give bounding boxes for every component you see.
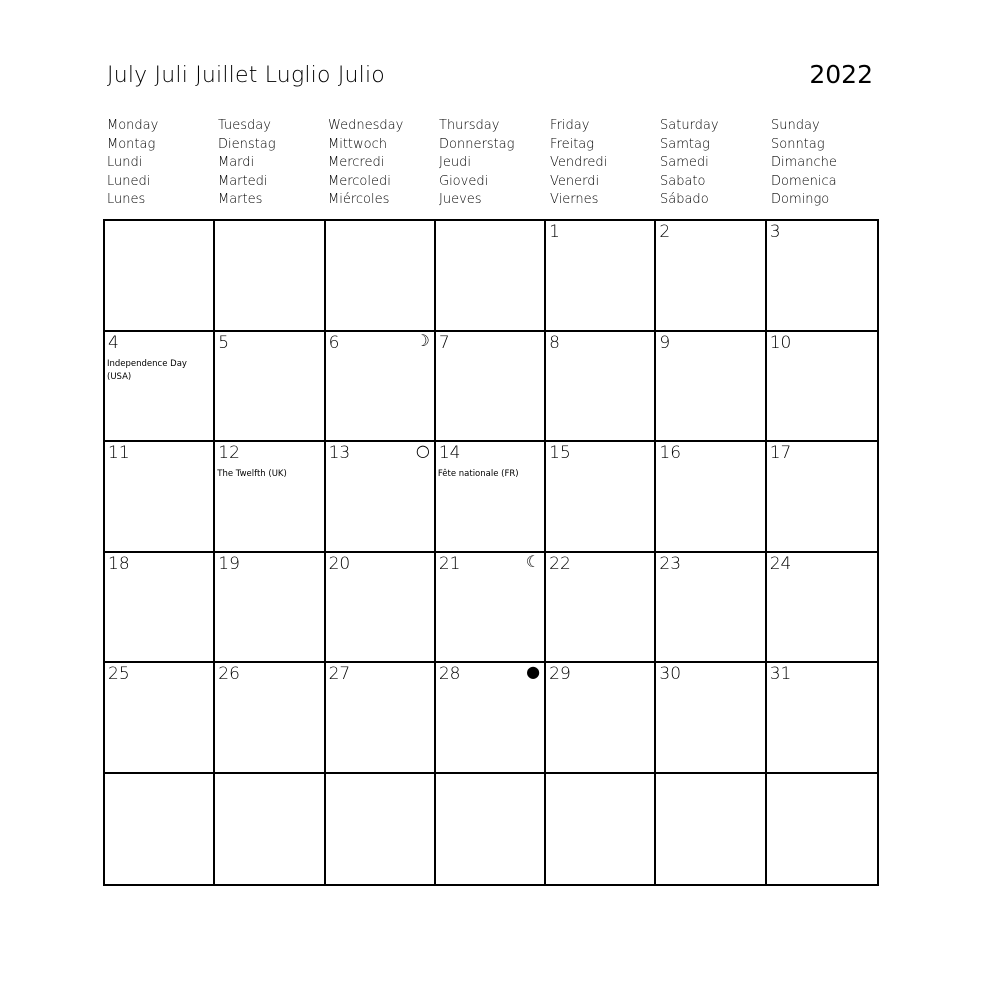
weekday-name: Wednesday [328,118,404,133]
weekday-header [660,117,770,210]
day-number: 25 [108,664,130,684]
day-number: 22 [549,553,571,574]
weekday-name: Dienstag [218,136,276,152]
weekday-name: Freitag [550,136,595,152]
day-cell[interactable] [215,221,325,332]
weekday-name: Viernes [550,192,599,207]
day-cell[interactable] [767,774,877,885]
day-cell[interactable] [436,442,546,553]
day-cell[interactable] [546,553,656,664]
weekday-name: Jeudi [439,155,471,170]
day-cell[interactable] [656,221,766,332]
day-cell[interactable] [546,221,656,332]
day-number: 15 [549,443,571,463]
weekday-name: Montag [107,136,156,152]
calendar-grid [103,219,879,886]
day-number: 10 [769,332,792,353]
day-cell[interactable] [767,663,877,774]
day-number: 13 [328,443,351,463]
day-number: 19 [218,553,240,574]
weekday-name: Mercoledi [328,173,391,189]
weekday-name: Donnerstag [439,136,515,152]
full-moon-icon: ○ [415,441,430,460]
weekday-name: Lunes [107,192,146,207]
day-number: 2 [659,222,671,242]
day-number: 18 [108,553,130,574]
day-number: 27 [328,664,351,684]
day-cell[interactable] [105,553,215,664]
holiday-label: Independence Day (USA) [107,358,187,382]
new-moon-icon: ● [526,662,541,681]
day-cell[interactable] [105,221,215,332]
day-number: 7 [438,332,450,353]
day-number: 28 [438,664,461,684]
day-cell[interactable] [326,442,436,553]
day-cell[interactable] [656,553,766,664]
day-cell[interactable] [326,221,436,332]
weekday-header [328,117,438,210]
day-number: 3 [769,222,781,242]
weekday-name: Sabato [660,173,706,189]
day-number: 21 [438,553,461,574]
weekday-name: Mardi [218,155,255,170]
day-number: 23 [659,553,682,574]
weekday-header [550,117,660,210]
day-number: 24 [769,553,792,574]
day-cell[interactable] [215,663,325,774]
day-cell[interactable] [105,774,215,885]
day-cell[interactable] [767,221,877,332]
weekday-name: Samtag [660,136,710,152]
weekday-name: Lunedi [107,173,151,189]
day-cell[interactable] [767,442,877,553]
day-cell[interactable] [436,774,546,885]
day-number: 14 [438,443,461,463]
day-number: 1 [549,222,560,242]
day-number: 30 [659,664,682,684]
day-number: 5 [218,332,230,353]
weekday-name: Martes [218,192,263,207]
day-cell[interactable] [215,774,325,885]
weekday-name: Lundi [107,155,143,170]
day-number: 20 [328,553,351,574]
day-cell[interactable] [436,553,546,664]
day-cell[interactable] [326,553,436,664]
weekday-header [439,117,549,210]
weekday-header [107,117,217,210]
day-number: 16 [659,443,682,463]
day-number: 26 [218,664,240,684]
weekday-name: Domenica [771,173,837,189]
day-cell[interactable] [656,332,766,443]
weekday-name: Tuesday [218,118,271,133]
weekday-name: Sábado [660,192,709,207]
day-cell[interactable] [215,332,325,443]
day-cell[interactable] [546,663,656,774]
day-number: 6 [328,332,340,353]
holiday-label: Fête nationale (FR) [437,469,519,479]
weekday-name: Domingo [771,192,830,207]
day-cell[interactable] [105,442,215,553]
day-cell[interactable] [436,332,546,443]
day-cell[interactable] [436,663,546,774]
day-cell[interactable] [767,332,877,443]
weekday-name: Sunday [771,118,820,133]
day-cell[interactable] [215,442,325,553]
day-cell[interactable] [326,332,436,443]
day-cell[interactable] [546,442,656,553]
last-quarter-icon: ☾ [525,551,541,571]
weekday-name: Jueves [439,192,482,207]
day-cell[interactable] [105,332,215,443]
day-cell[interactable] [215,553,325,664]
day-number: 4 [108,332,119,353]
weekday-name: Venerdi [550,173,600,189]
weekday-header [218,117,328,210]
day-number: 31 [769,664,792,684]
weekday-name: Friday [550,118,590,133]
weekday-name: Dimanche [771,155,837,170]
year-label: 2022 [809,60,873,89]
day-number: 12 [218,443,240,463]
day-cell[interactable] [326,774,436,885]
day-number: 9 [659,332,671,353]
day-cell[interactable] [656,442,766,553]
day-number: 17 [769,443,792,463]
weekday-name: Saturday [660,118,719,133]
weekday-header [771,117,881,210]
weekday-name: Giovedi [439,173,489,189]
first-quarter-icon: ☽ [415,330,430,350]
day-cell[interactable] [656,774,766,885]
day-cell[interactable] [546,774,656,885]
day-number: 8 [549,332,560,353]
weekday-name: Miércoles [328,192,390,207]
weekday-name: Monday [107,118,159,133]
weekday-name: Samedi [660,155,709,170]
holiday-label: The Twelfth (UK) [217,469,287,479]
weekday-name: Mercredi [328,155,385,170]
day-number: 11 [108,443,130,463]
weekday-name: Martedi [218,173,268,189]
weekday-name: Mittwoch [328,136,387,152]
day-cell[interactable] [656,663,766,774]
day-cell[interactable] [326,663,436,774]
weekday-name: Vendredi [550,155,608,170]
month-title: July Juli Juillet Luglio Julio [107,63,385,88]
day-cell[interactable] [436,221,546,332]
weekday-name: Sonntag [771,136,825,152]
weekday-name: Thursday [439,118,500,133]
day-cell[interactable] [105,663,215,774]
day-cell[interactable] [767,553,877,664]
day-cell[interactable] [546,332,656,443]
day-number: 29 [549,664,571,684]
